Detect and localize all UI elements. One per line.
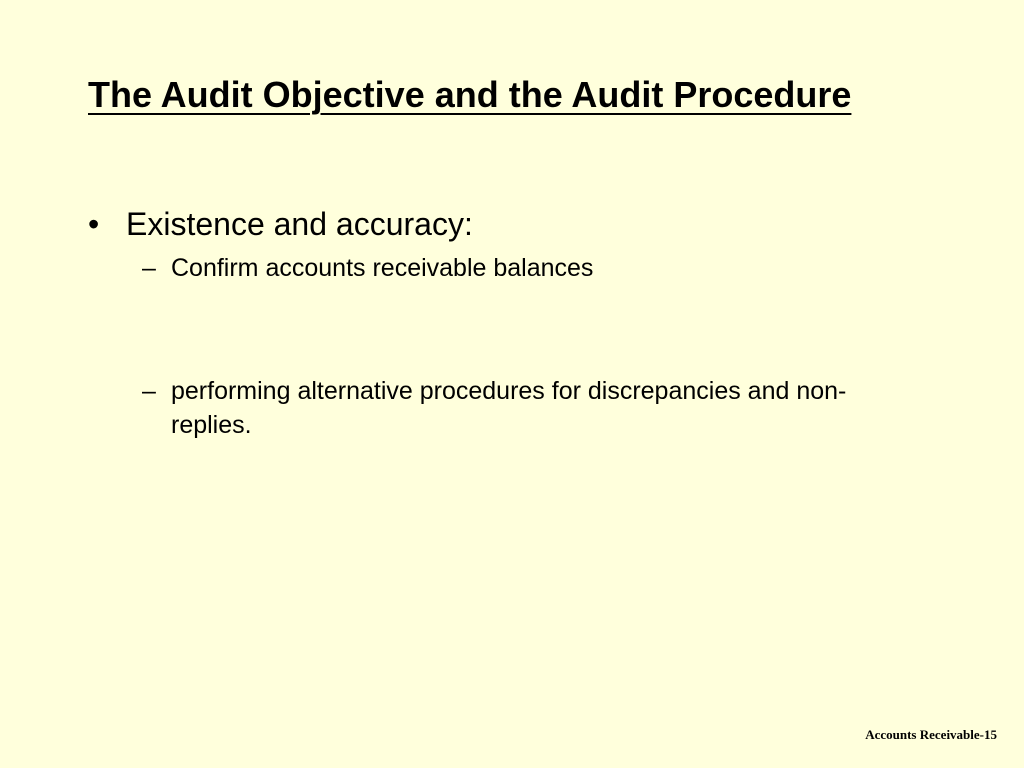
bullet-marker: • — [88, 206, 100, 242]
sub-item-text: performing alternative procedures for discrepancies and non-replies. — [171, 377, 847, 439]
sub-item-text: Confirm accounts receivable balances — [171, 254, 594, 282]
bullet-item — [88, 205, 473, 243]
sub-item-alternative-procedures — [142, 374, 911, 442]
dash-marker: – — [142, 377, 156, 405]
sub-item-confirm-balances — [142, 251, 911, 285]
slide-footer: Accounts Receivable-15 — [865, 727, 997, 742]
dash-marker: – — [142, 254, 156, 282]
bullet-text: Existence and accuracy: — [126, 206, 473, 242]
slide-title: The Audit Objective and the Audit Procedure — [88, 74, 852, 115]
